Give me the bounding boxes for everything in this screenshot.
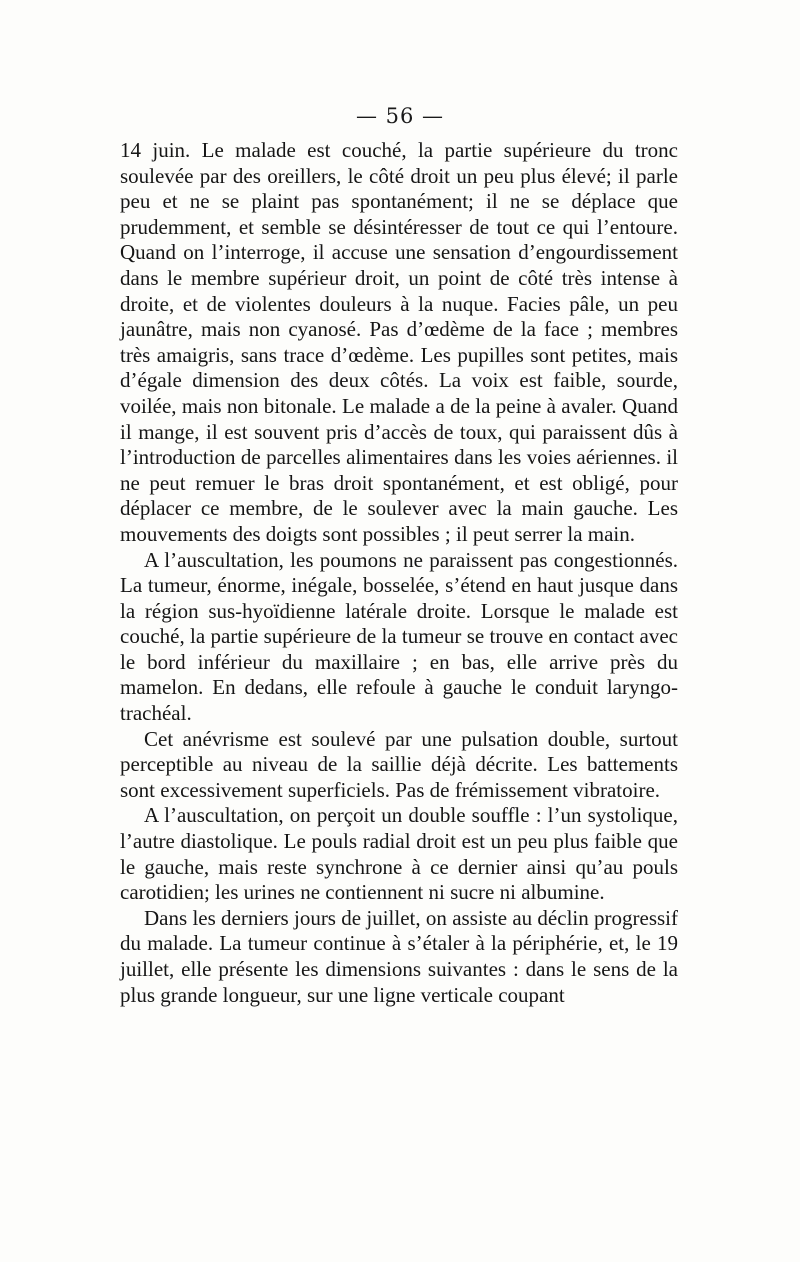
paragraph-3: Cet anévrisme est soulevé par une pulsation double, surtout perceptible au niveau de la saillie déjà décrite. Les battements sont excessivement superficiels. Pas de frémissement vibratoire. — [120, 726, 678, 802]
paragraph-5: Dans les derniers jours de juillet, on assiste au déclin progressif du malade. La tumeur continue à s’étaler à la périphérie, et, le 19 juillet, elle présente les dimensions suivantes : dans le sens de la plus grande longueur, sur une ligne verticale coupant — [120, 905, 678, 1007]
paragraph-1: 14 juin. Le malade est couché, la partie supérieure du tronc soulevée par des oreillers, le côté droit un peu plus élevé; il parle peu et ne se plaint pas spontanément; il ne se déplace que prudemment, et semble se désintéresser de tout ce qui l’entoure. Quand on l’interroge, il accuse une sensation d’engourdissement dans le membre supérieur droit, un point de côté très intense à droite, et de violentes douleurs à la nuque. Facies pâle, un peu jaunâtre, mais non cyanosé. Pas d’œdème de la face ; membres très amaigris, sans trace d’œdème. Les pupilles sont petites, mais d’égale dimension des deux côtés. La voix est faible, sourde, voilée, mais non bitonale. Le malade a de la peine à avaler. Quand il mange, il est souvent pris d’accès de toux, qui paraissent dûs à l’introduction de parcelles alimentaires dans les voies aériennes. il ne peut remuer le bras droit spontanément, et est obligé, pour déplacer ce membre, de le soulever avec la main gauche. Les mouvements des doigts sont possibles ; il peut serrer la main. — [120, 138, 678, 546]
body-text — [120, 138, 678, 1008]
paragraph-4: A l’auscultation, on perçoit un double souffle : l’un systolique, l’autre diastolique. Le pouls radial droit est un peu plus faible que le gauche, mais reste synchrone à ce dernier ainsi qu’au pouls carotidien; les urines ne contiennent ni sucre ni albumine. — [120, 803, 678, 905]
paragraph-2: A l’auscultation, les poumons ne paraissent pas congestionnés. La tumeur, énorme, inégale, bosselée, s’étend en haut jusque dans la région sus-hyoïdienne latérale droite. Lorsque le malade est couché, la partie supérieure de la tumeur se trouve en contact avec le bord inférieur du maxillaire ; en bas, elle arrive près du mamelon. En dedans, elle refoule à gauche le conduit laryngo-trachéal. — [120, 547, 678, 726]
page-number: — 56 — — [355, 104, 445, 128]
